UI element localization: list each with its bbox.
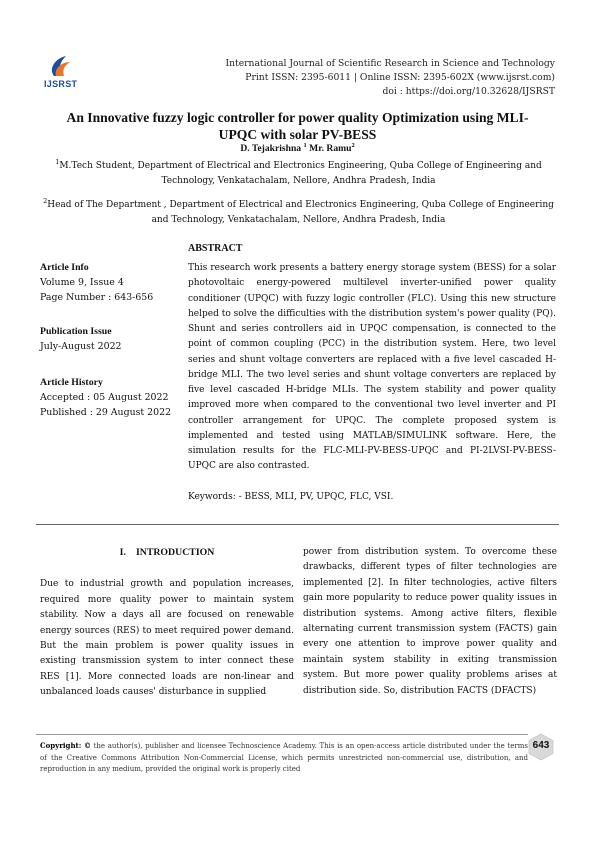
intro-right-text: power from distribution system. To overcome these drawbacks, different types of filter technologies are implemented [2]. In filter technologies, active filters gain more popularity to reduce power quality issues in distribution systems. Among active filters, flexible alternating current transmission system (FACTS) gain every one attention to improve power quality and maintain system stability in exiting transmission system. But more power quality problems arises at distribution side. So, distribution FACTS (DFACTS) [303, 547, 557, 696]
article-history-heading: Article History [40, 377, 103, 388]
copyright-symbol: © [83, 741, 91, 750]
keywords: Keywords: - BESS, MLI, PV, UPQC, FLC, VSI. [188, 492, 394, 502]
abstract-text: This research work presents a battery energy storage system (BESS) for a solar photovoltaic energy-powered multilevel inverter-unified power quality conditioner (UPQC) with fuzzy logic controller (FLC). Using this new structure helped to solve the difficulties with the distribution system's power quality (PQ). Shunt and series controllers aid in UPQC compensation, is connected to the point of common coupling (PCC) in the distribution system. Here, two level series and shunt voltage converters are replaced with a five level cascaded H-bridge MLI. The two level series and shunt voltage converters are replaced by five level cascaded H-bridge MLIs. The system stability and power quality improved more when compared to the conventional two level inverter and PI controller arrangement for UPQC. The complete proposed system is implemented and tested using MATLAB/SIMULINK software. Here, the simulation results for the FLC-MLI-PV-BESS-UPQC and PI-2LVSI-PV-BESS-UPQC are also contrasted. [188, 263, 556, 472]
journal-logo [36, 54, 84, 94]
page-number: 643 [532, 740, 550, 751]
paper-title [40, 110, 555, 143]
affiliation-1-sup: 1 [55, 158, 60, 166]
publication-issue-value: July-August 2022 [40, 340, 122, 352]
affiliation-1-line-1: M.Tech Student, Department of Electrical and Electronics Engineering, Quba College of Engineering and [59, 161, 542, 171]
intro-heading [40, 545, 294, 560]
footer-divider [36, 734, 528, 735]
journal-doi: doi : https://doi.org/10.32628/IJSRST [382, 86, 555, 97]
affiliation-2 [42, 194, 555, 227]
published-date: Published : 29 August 2022 [40, 406, 172, 418]
affiliation-1 [42, 155, 555, 188]
author-2-sup: 2 [351, 142, 355, 149]
section-divider [36, 524, 559, 525]
logo-text: IJSRST [44, 79, 78, 89]
intro-title: INTRODUCTION [135, 547, 215, 558]
affiliation-1-line-2: Technology, Venkatachalam, Nellore, Andhra Pradesh, India [161, 175, 436, 186]
copyright-notice [40, 740, 528, 776]
article-info-heading: Article Info [40, 262, 89, 273]
journal-issn: Print ISSN: 2395-6011 | Online ISSN: 2395-602X (www.ijsrst.com) [245, 72, 555, 83]
journal-header [215, 57, 555, 99]
affiliation-2-line-1: Head of The Department , Department of Electrical and Electronics Engineering, Quba College of Engineering [47, 200, 554, 210]
affiliation-2-line-2: and Technology, Venkatachalam, Nellore, Andhra Pradesh, India [151, 214, 446, 225]
author-2: Mr. Ramu [309, 143, 352, 155]
intro-number: I. [119, 547, 126, 558]
author-list [40, 142, 555, 154]
publication-issue [40, 325, 122, 355]
intro-right-column [303, 545, 557, 699]
copyright-label: Copyright: [40, 741, 82, 750]
article-history [40, 376, 171, 421]
abstract-heading: ABSTRACT [188, 243, 243, 254]
title-line-2: UPQC with solar PV-BESS [218, 126, 377, 142]
publication-issue-heading: Publication Issue [40, 326, 112, 337]
intro-left-text: Due to industrial growth and population increases, required more quality power to maintain system stability. Now a days all are focused on renewable energy sources (RES) to meet required power demand. But the main problem is power quality issues in existing transmission system to inter connect these RES [1]. More connected loads are non-linear and unbalanced loads causes' disturbance in supplied [40, 579, 294, 698]
author-1: D. Tejakrishna [240, 143, 302, 155]
intro-left-column [40, 545, 294, 701]
accepted-date: Accepted : 05 August 2022 [40, 391, 169, 403]
article-volume: Volume 9, Issue 4 [40, 276, 124, 288]
copyright-text: the author(s), publisher and licensee Technoscience Academy. This is an open-access article distributed under the terms of the Creative Commons Attribution Non-Commercial License, which permits unrestricted non-commercial use, distribution, and reproduction in any medium, provided the original work is properly cited [40, 742, 528, 773]
author-1-sup: 1 [303, 142, 307, 149]
article-pages: Page Number : 643-656 [40, 291, 154, 303]
article-info [40, 261, 153, 306]
journal-name: International Journal of Scientific Research in Science and Technology [225, 58, 555, 69]
affiliation-2-sup: 2 [43, 197, 48, 205]
title-line-1: An Innovative fuzzy logic controller for power quality Optimization using MLI- [66, 110, 529, 125]
